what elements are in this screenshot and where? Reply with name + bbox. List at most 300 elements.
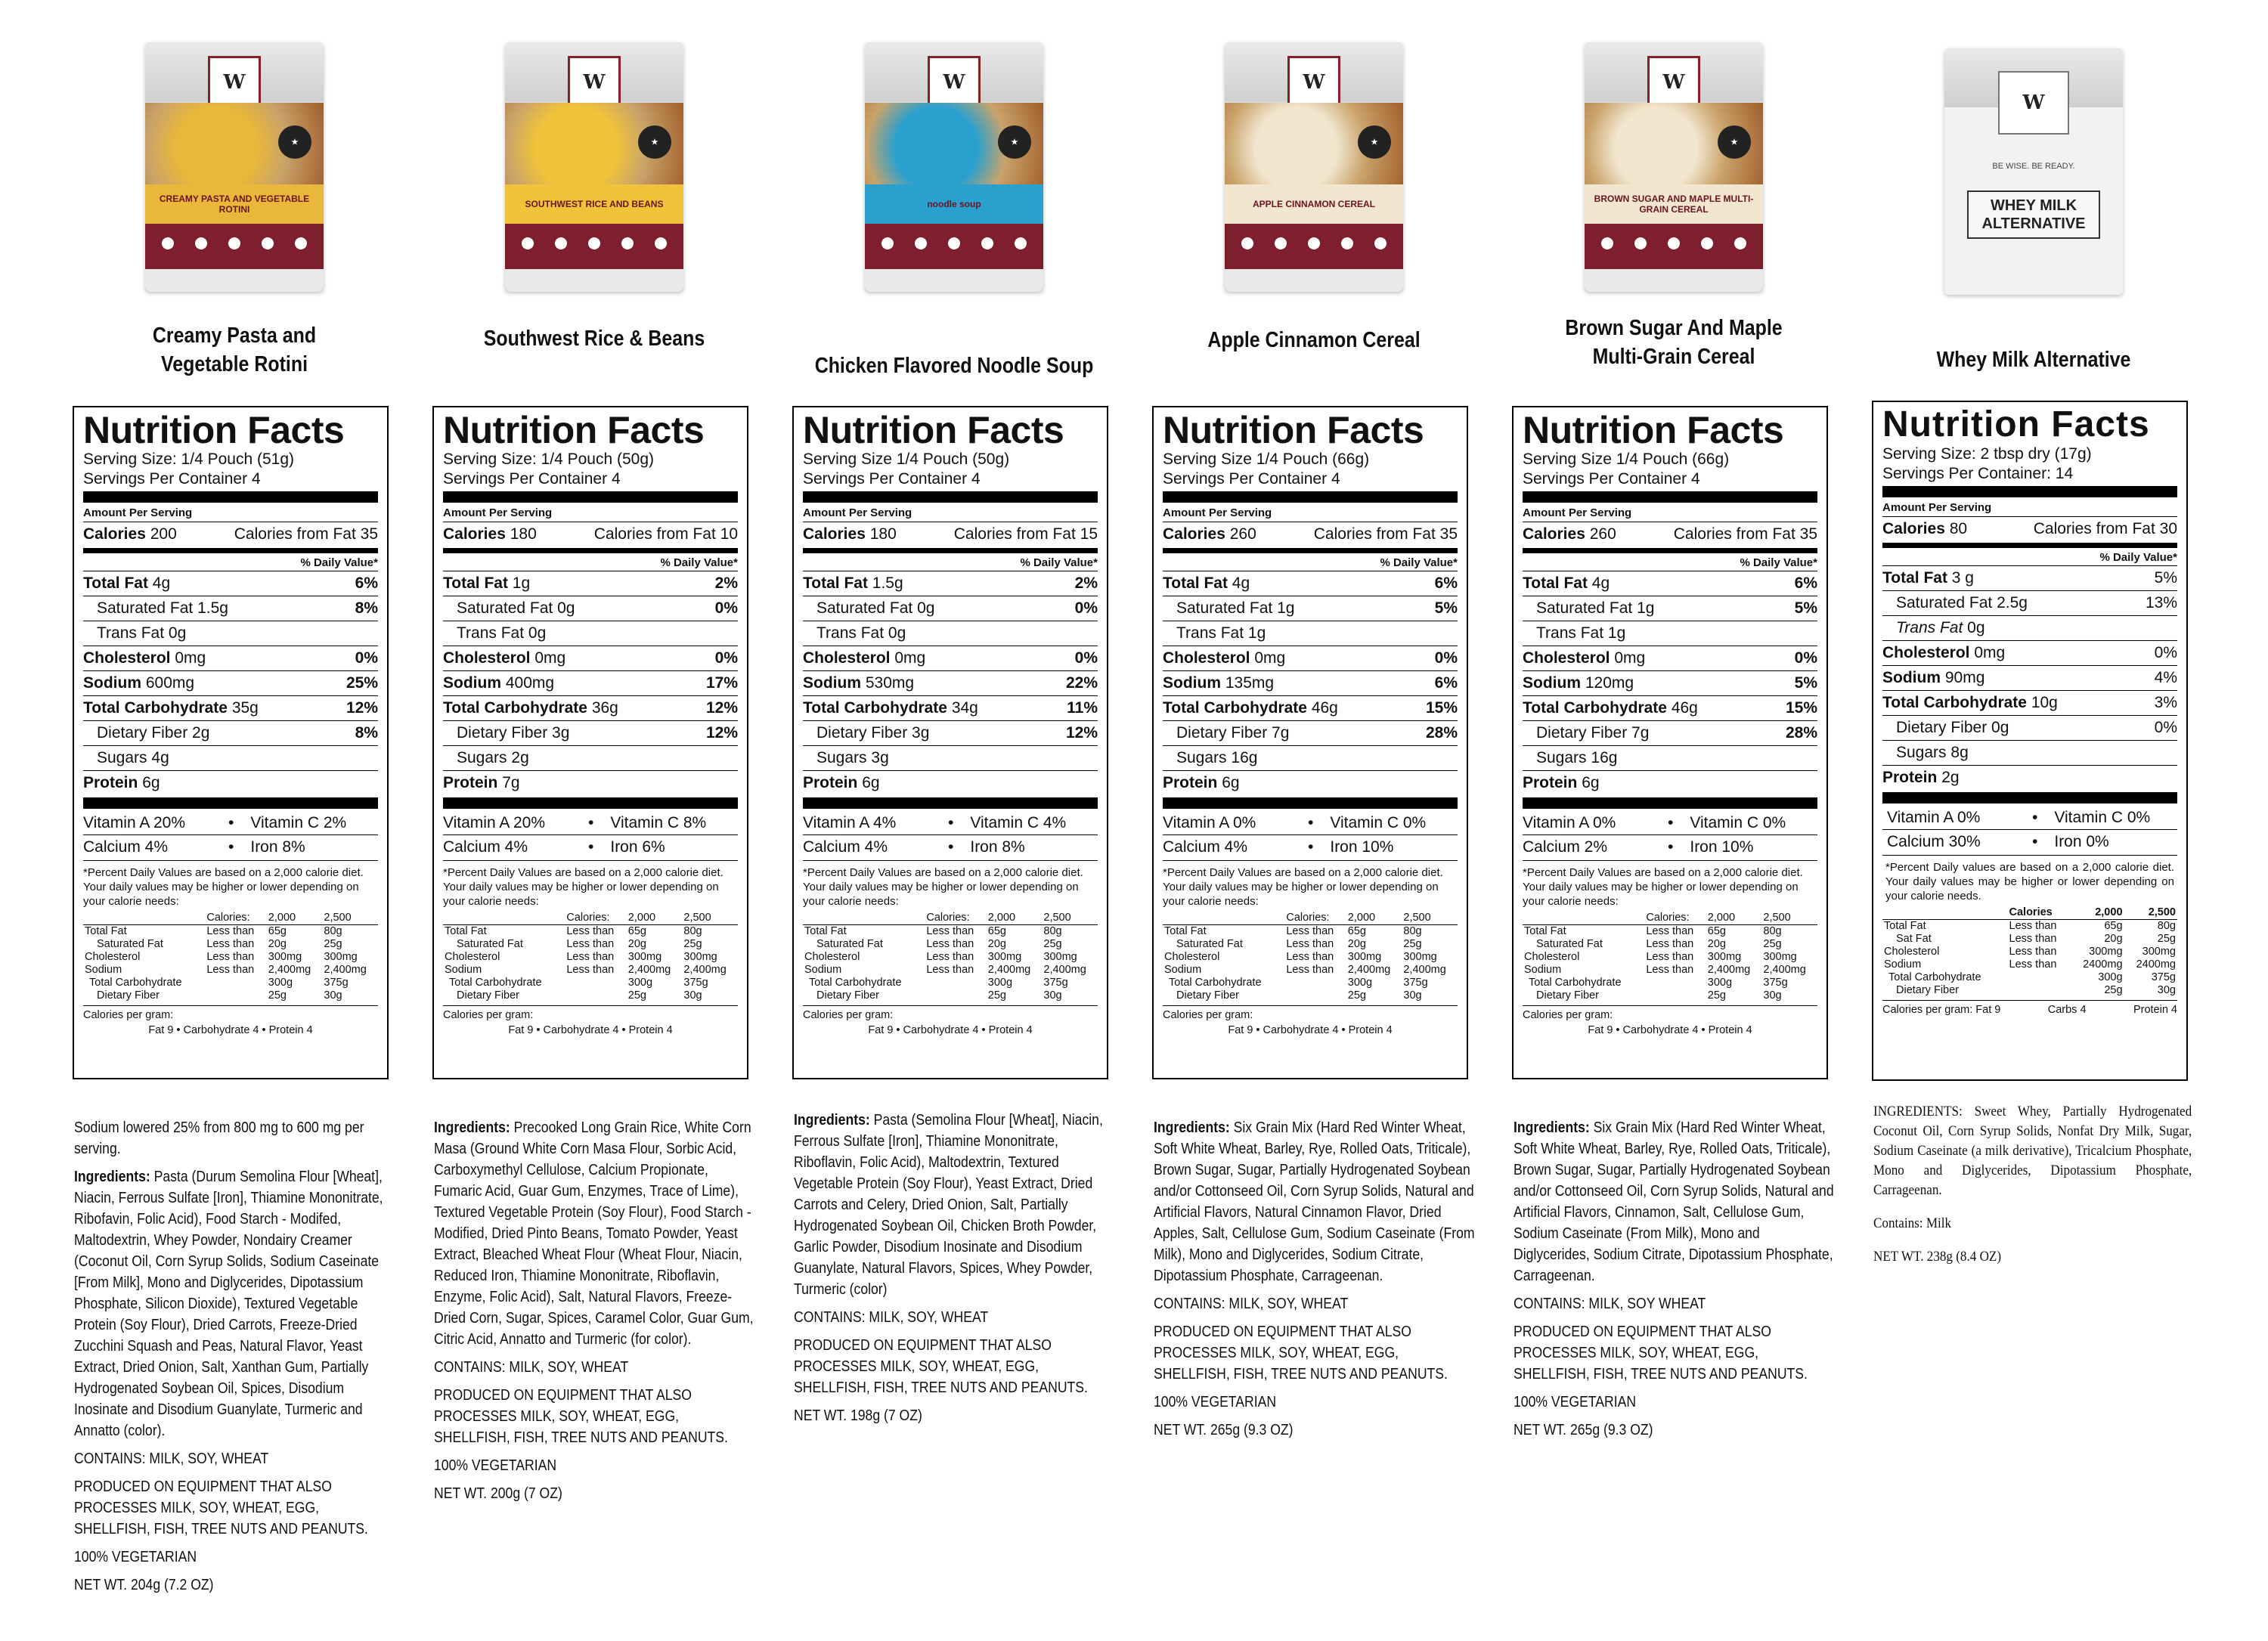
amount-per-serving: Amount Per Serving — [1523, 506, 1632, 519]
nutrient-row — [1882, 690, 2177, 715]
serving-size: Serving Size: 1/4 Pouch (50g) — [443, 451, 654, 468]
calories-per-gram-label: Calories per gram: — [83, 1005, 378, 1023]
product-name: Creamy Pasta and — [152, 324, 317, 348]
calories-from-fat: Calories from Fat 35 — [1673, 525, 1817, 543]
ingredients-paragraph — [1514, 1117, 1837, 1286]
daily-value-header: % Daily Value* — [300, 556, 378, 569]
nutrient-row — [443, 646, 738, 670]
nutrient-label: Total Carbohydrate — [803, 699, 947, 717]
nutrient-daily-value: 12% — [1065, 724, 1098, 742]
nutrient-row — [1882, 665, 2177, 690]
vitamin-value: Iron 10% — [1330, 838, 1394, 856]
nutrient-label: Trans Fat — [1896, 619, 1963, 636]
ingredients-paragraph — [1873, 1102, 2192, 1200]
nutrient-label: Total Carbohydrate — [83, 699, 228, 717]
vitamin-row: Calcium 4% • Iron 8% — [83, 834, 378, 859]
ingredients-block — [1154, 1117, 1477, 1447]
vitamin-value: Vitamin A 0% — [1887, 809, 1981, 826]
vitamin-value: Iron 8% — [250, 838, 305, 856]
calories-from-fat: Calories from Fat 15 — [953, 525, 1098, 543]
nutrient-row — [803, 670, 1098, 695]
nutrient-amount: 0mg — [1254, 649, 1286, 667]
nutrient-row — [1163, 621, 1458, 646]
nutrient-row — [1882, 765, 2177, 790]
vitamin-value: Vitamin C 4% — [970, 814, 1067, 831]
amount-per-serving: Amount Per Serving — [443, 506, 553, 519]
nutrient-label: Saturated Fat — [1896, 594, 1993, 612]
nutrient-label: Total Carbohydrate — [443, 699, 587, 717]
nutrition-facts-title: Nutrition Facts — [1163, 409, 1424, 451]
ingredients-paragraph — [74, 1476, 398, 1540]
ingredients-paragraph — [74, 1448, 398, 1469]
product-name: Southwest Rice & Beans — [483, 327, 705, 351]
package-icon-row — [1601, 237, 1746, 249]
package-title: noodle soup — [865, 184, 1043, 224]
nutrient-amount: 1g — [1277, 599, 1295, 617]
ingredients-label: Ingredients: — [74, 1169, 150, 1185]
product-package-image — [1944, 48, 2123, 295]
taste-seal-icon: ★ — [1718, 125, 1751, 159]
wise-company-logo: W — [208, 56, 261, 109]
ingredients-block — [794, 1110, 1117, 1433]
serving-size: Serving Size: 1/4 Pouch (51g) — [83, 451, 294, 468]
vitamin-row: Calcium 4% • Iron 10% — [1163, 834, 1458, 859]
nutrient-label: Sugars — [1536, 749, 1587, 766]
nutrient-label: Sodium — [443, 674, 501, 692]
nutrient-label: Dietary Fiber — [1536, 724, 1628, 742]
nutrient-amount: 0g — [1991, 719, 2009, 736]
product-name: Apple Cinnamon Cereal — [1207, 328, 1421, 352]
nutrient-label: Dietary Fiber — [457, 724, 548, 742]
nutrient-label: Cholesterol — [1523, 649, 1610, 667]
vitamin-row: Calcium 4% • Iron 8% — [803, 834, 1098, 859]
nutrient-daily-value: 5% — [2154, 569, 2177, 587]
servings-per-container: Servings Per Container 4 — [1163, 470, 1340, 488]
daily-value-header: % Daily Value* — [1380, 556, 1458, 569]
nutrient-row — [1523, 670, 1817, 695]
vitamin-row: Vitamin A 0% • Vitamin C 0% — [1163, 811, 1458, 834]
nutrient-row — [1163, 670, 1458, 695]
vitamin-row: Calcium 30% • Iron 0% — [1882, 829, 2177, 853]
servings-per-container: Servings Per Container: 14 — [1882, 465, 2074, 482]
calories-value: 180 — [510, 525, 537, 543]
nutrient-amount: 6g — [1582, 774, 1600, 791]
nutrient-row — [1163, 596, 1458, 621]
nutrient-label: Total Fat — [1882, 569, 1947, 587]
nutrient-daily-value: 5% — [1434, 599, 1458, 617]
nutrient-label: Sugars — [97, 749, 147, 766]
nutrient-label: Protein — [1882, 769, 1938, 786]
nutrient-label: Saturated Fat — [1536, 599, 1633, 617]
calories-label: Calories — [443, 525, 506, 543]
calories-per-gram-values: Fat 9 • Carbohydrate 4 • Protein 4 — [868, 1024, 1033, 1036]
ingredients-text: PRODUCED ON EQUIPMENT THAT ALSO PROCESSES MILK, SOY, WHEAT, EGG, SHELLFISH, FISH, TREE NUTS AND PEANUTS. — [794, 1337, 1088, 1396]
nutrient-amount: 0mg — [1974, 644, 2006, 661]
nutrient-label: Cholesterol — [803, 649, 891, 667]
calories-per-gram-values: Fat 9 • Carbohydrate 4 • Protein 4 — [1588, 1024, 1752, 1036]
nutrient-amount: 4g — [1232, 574, 1250, 592]
taste-seal-icon: ★ — [998, 125, 1031, 159]
nutrient-row — [443, 695, 738, 720]
nutrient-row — [83, 770, 378, 795]
nutrient-label: Trans Fat — [97, 624, 165, 642]
nutrient-label: Sugars — [816, 749, 867, 766]
package-icon-row — [522, 237, 667, 249]
nutrient-row — [1163, 646, 1458, 670]
nutrient-daily-value: 25% — [345, 674, 378, 692]
nutrition-facts-panel — [1152, 406, 1468, 1079]
nutrient-daily-value: 0% — [1074, 649, 1098, 667]
calories-value: 80 — [1949, 520, 1968, 537]
nutrient-amount: 530mg — [865, 674, 915, 692]
calories-label: Calories — [1163, 525, 1225, 543]
nutrient-label: Protein — [803, 774, 858, 791]
nutrient-amount: 600mg — [145, 674, 195, 692]
product-package-image — [505, 42, 683, 292]
vitamin-value: Calcium 4% — [1163, 838, 1248, 856]
amount-per-serving: Amount Per Serving — [1163, 506, 1272, 519]
nutrient-amount: 16g — [1231, 749, 1258, 766]
calories-value: 260 — [1229, 525, 1256, 543]
calories-row — [803, 522, 1098, 546]
ingredients-text: Pasta (Durum Semolina Flour [Wheat], Niacin, Ferrous Sulfate [Iron], Thiamine Mononitrate, Ribofavin, Folic Acid), Food Starch - Modifed, Maltodextrin, Whey Powder, Nondairy Creamer (Coconut Oil, Corn Syrup Solids, Sodium Caseinate [From Milk], Mono and Diglycerides, Dipotassium Phosphate, Silicon Dioxide), Textured Vegetable Protein (Soy Flour), Dried Carrots, Freeze-Dried Zucchini Squash and Peas, Natural Flavor, Yeast Extract, Dried Onion, Salt, Xanthan Gum, Partially Hydrogenated Soybean Oil, Spices, Disodium Inosinate and Disodium Guanylate, Turmeric and Annatto (color). — [74, 1169, 383, 1439]
nutrient-amount: 400mg — [505, 674, 555, 692]
vitamin-value: Calcium 4% — [83, 838, 169, 856]
ingredients-label: Ingredients: — [434, 1119, 510, 1136]
package-title: WHEY MILK ALTERNATIVE — [1967, 190, 2100, 239]
vitamin-row: Vitamin A 0% • Vitamin C 0% — [1523, 811, 1817, 834]
nutrient-label: Cholesterol — [83, 649, 171, 667]
package-icon-row — [881, 237, 1027, 249]
nutrient-daily-value: 12% — [705, 724, 738, 742]
nutrient-label: Saturated Fat — [816, 599, 913, 617]
nutrient-row — [803, 596, 1098, 621]
nutrient-amount: 0g — [557, 599, 575, 617]
nutrient-daily-value: 15% — [1425, 699, 1458, 717]
ingredients-text: Pasta (Semolina Flour [Wheat], Niacin, Ferrous Sulfate [Iron], Thiamine Mononitrate, Riboflavin, Folic Acid), Maltodextrin, Textured Vegetable Protein (Soy Flour), Yeast Extract, Dried Carrots and Celery, Dried Onion, Salt, Partially Hydrogenated Soybean Oil, Chicken Broth Powder, Garlic Powder, Disodium Inosinate and Disodium Guanylate, Natural Flavors, Spices, Whey Powder, Turmeric (color) — [794, 1112, 1103, 1298]
nutrition-facts-title: Nutrition Facts — [443, 409, 705, 451]
calories-from-fat: Calories from Fat 35 — [1313, 525, 1458, 543]
ingredients-text: 100% VEGETARIAN — [1154, 1394, 1277, 1410]
nutrient-amount: 2.5g — [1997, 594, 2028, 612]
calories-per-gram-label: Calories per gram: — [803, 1005, 1098, 1023]
calories-per-gram-label: Calories per gram: — [1163, 1005, 1458, 1023]
nutrient-row — [1523, 770, 1817, 795]
nutrient-amount: 46g — [1671, 699, 1698, 717]
vitamin-value: Vitamin A 20% — [443, 814, 546, 831]
ingredients-text: Six Grain Mix (Hard Red Winter Wheat, Soft White Wheat, Barley, Rye, Rolled Oats, Triticale), Brown Sugar, Sugar, Partially Hydrogenated Soybean and/or Cottonseed Oil, Corn Syrup Solids, Natural and Artificial Flavors, Natural Cinnamon Flavor, Dried Apples, Salt, Cellulose Gum, Sodium Caseinate (From Milk), Mono and Diglycerides, Sodium Citrate, Dipotassium Phosphate, Carrageenan. — [1154, 1119, 1475, 1284]
serving-size: Serving Size 1/4 Pouch (66g) — [1523, 451, 1730, 468]
calories-label: Calories — [83, 525, 146, 543]
nutrient-label: Trans Fat — [457, 624, 525, 642]
ingredients-paragraph — [1873, 1214, 2192, 1234]
nutrient-label: Cholesterol — [1163, 649, 1250, 667]
nutrient-amount: 90mg — [1944, 669, 1985, 686]
nutrient-daily-value: 0% — [714, 649, 738, 667]
ingredients-paragraph — [1154, 1117, 1477, 1286]
nutrient-label: Total Carbohydrate — [1882, 694, 2027, 711]
ingredients-paragraph — [74, 1117, 398, 1160]
nutrient-row — [83, 745, 378, 770]
calories-from-fat: Calories from Fat 30 — [2033, 520, 2177, 537]
calories-value: 180 — [869, 525, 897, 543]
nutrient-label: Protein — [443, 774, 498, 791]
package-title: CREAMY PASTA AND VEGETABLE ROTINI — [145, 184, 324, 224]
nutrient-amount: 16g — [1591, 749, 1618, 766]
product-package-image — [1225, 42, 1403, 292]
nutrient-row — [443, 571, 738, 596]
nutrient-row — [1882, 740, 2177, 765]
nutrient-daily-value: 3% — [2154, 694, 2177, 711]
nutrition-facts-panel — [1512, 406, 1828, 1079]
servings-per-container: Servings Per Container 4 — [83, 470, 261, 488]
nutrient-row — [1163, 745, 1458, 770]
nutrient-amount: 2g — [192, 724, 210, 742]
vitamin-value: Vitamin A 0% — [1523, 814, 1616, 831]
amount-per-serving: Amount Per Serving — [803, 506, 912, 519]
serving-size: Serving Size 1/4 Pouch (66g) — [1163, 451, 1370, 468]
calories-per-gram-values: Fat 9 • Carbohydrate 4 • Protein 4 — [1228, 1024, 1393, 1036]
nutrition-facts-title: Nutrition Facts — [83, 409, 345, 451]
ingredients-paragraph — [794, 1110, 1117, 1300]
taste-seal-icon: ★ — [638, 125, 671, 159]
nutrient-row — [443, 670, 738, 695]
nutrient-row — [83, 621, 378, 646]
nutrient-row — [83, 646, 378, 670]
nutrient-amount: 3g — [552, 724, 570, 742]
nutrient-daily-value: 15% — [1785, 699, 1817, 717]
ingredients-paragraph — [74, 1547, 398, 1568]
product-package-image — [1585, 42, 1763, 292]
nutrient-label: Total Carbohydrate — [1523, 699, 1667, 717]
nutrient-row — [1882, 640, 2177, 665]
vitamin-value: Vitamin C 0% — [1330, 814, 1427, 831]
nutrient-row — [1523, 646, 1817, 670]
product-name: Brown Sugar And Maple — [1565, 316, 1783, 340]
vitamin-value: Iron 10% — [1690, 838, 1754, 856]
nutrient-daily-value: 5% — [1794, 599, 1817, 617]
vitamin-value: Iron 6% — [610, 838, 665, 856]
nutrient-row — [443, 621, 738, 646]
vitamin-value: Vitamin A 20% — [83, 814, 186, 831]
ingredients-text: PRODUCED ON EQUIPMENT THAT ALSO PROCESSES MILK, SOY, WHEAT, EGG, SHELLFISH, FISH, TREE NUTS AND PEANUTS. — [434, 1387, 728, 1446]
vitamin-value: Iron 0% — [2054, 833, 2109, 850]
package-icon-row — [162, 237, 307, 249]
calories-row — [1163, 522, 1458, 546]
nutrient-daily-value: 0% — [2154, 644, 2177, 661]
ingredients-paragraph — [1514, 1293, 1837, 1314]
nutrient-amount: 120mg — [1585, 674, 1634, 692]
calories-label: Calories — [1523, 525, 1585, 543]
ingredients-paragraph — [1514, 1321, 1837, 1385]
nutrient-daily-value: 0% — [355, 649, 378, 667]
nutrient-amount: 0mg — [175, 649, 206, 667]
daily-value-table: Calories 2,000 2,500 Total Fat Less than 65g 80g Sat Fat Less than 20g 25g Cholesterol Less than 300mg 300mg Sodium Less than 2400mg 2400mg Total Carbohydrate 300g 375g Dietary Fiber 25g 30g — [1884, 906, 2176, 996]
nutrient-daily-value: 0% — [1434, 649, 1458, 667]
nutrient-row — [1163, 770, 1458, 795]
calories-label: Calories — [1882, 520, 1945, 537]
wise-company-logo: W — [928, 56, 981, 109]
nutrient-row — [1163, 571, 1458, 596]
calories-value: 260 — [1589, 525, 1616, 543]
nutrient-row — [803, 720, 1098, 745]
nutrient-daily-value: 5% — [1794, 674, 1817, 692]
daily-value-footnote: *Percent Daily values are based on a 2,000 calorie diet. Your daily values may be higher or lower depending on your calorie needs. — [1882, 855, 2177, 903]
calories-value: 200 — [150, 525, 177, 543]
ingredients-text: Six Grain Mix (Hard Red Winter Wheat, Soft White Wheat, Barley, Rye, Rolled Oats, Triticale), Brown Sugar, Sugar, Partially Hydrogenated Soybean and/or Cottonseed Oil, Corn Syrup Solids, Natural and Artificial Flavors, Cinnamon, Salt, Cellulose Gum, Sodium Caseinate (From Milk), Mono and Diglycerides, Sodium Citrate, Dipotassium Phosphate, Carrageenan. — [1514, 1119, 1834, 1284]
package-icon-row — [1241, 237, 1387, 249]
nutrient-row — [1163, 695, 1458, 720]
taste-seal-icon: ★ — [278, 125, 311, 159]
daily-value-table: Calories: 2,000 2,500 Total Fat Less than 65g 80g Saturated Fat Less than 20g 25g Cholesterol Less than 300mg 300mg Sodium Less than 2,400mg 2,400mg Total Carbohydrate 300g 375g Dietary Fiber 25g 30g — [443, 912, 738, 1002]
nutrient-label: Total Fat — [443, 574, 508, 592]
wise-company-logo: W — [568, 56, 621, 109]
nutrient-daily-value: 12% — [705, 699, 738, 717]
nutrient-daily-value: 6% — [355, 574, 378, 592]
calories-row — [83, 522, 378, 546]
nutrient-label: Protein — [1523, 774, 1578, 791]
nutrient-label: Protein — [83, 774, 138, 791]
nutrient-row — [1882, 565, 2177, 590]
nutrient-label: Dietary Fiber — [1176, 724, 1268, 742]
nutrient-amount: 8g — [1950, 744, 1969, 761]
daily-value-header: % Daily Value* — [1020, 556, 1098, 569]
calories-per-gram-values: Fat 9 • Carbohydrate 4 • Protein 4 — [148, 1024, 313, 1036]
ingredients-text: NET WT. 200g (7 OZ) — [434, 1485, 562, 1502]
daily-value-footnote: *Percent Daily Values are based on a 2,000 calorie diet. Your daily values may be higher or lower depending on your calorie needs: — [83, 860, 378, 909]
vitamin-value: Vitamin A 4% — [803, 814, 897, 831]
nutrient-label: Sugars — [1176, 749, 1227, 766]
product-name: Whey Milk Alternative — [1936, 348, 2131, 372]
nutrient-amount: 7g — [1631, 724, 1650, 742]
nutrient-row — [803, 745, 1098, 770]
nutrient-label: Total Fat — [83, 574, 148, 592]
ingredients-paragraph — [1154, 1420, 1477, 1441]
nutrient-amount: 0mg — [1614, 649, 1646, 667]
nutrient-label: Cholesterol — [1882, 644, 1970, 661]
nutrition-facts-panel — [792, 406, 1108, 1079]
daily-value-table: Calories: 2,000 2,500 Total Fat Less than 65g 80g Saturated Fat Less than 20g 25g Cholesterol Less than 300mg 300mg Sodium Less than 2,400mg 2,400mg Total Carbohydrate 300g 375g Dietary Fiber 25g 30g — [1523, 912, 1817, 1002]
amount-per-serving: Amount Per Serving — [83, 506, 193, 519]
nutrient-row — [1523, 596, 1817, 621]
nutrient-daily-value: 6% — [1434, 674, 1458, 692]
nutrient-daily-value: 11% — [1067, 699, 1098, 717]
nutrient-label: Trans Fat — [816, 624, 885, 642]
nutrient-amount: 0mg — [534, 649, 566, 667]
ingredients-text: PRODUCED ON EQUIPMENT THAT ALSO PROCESSES MILK, SOY, WHEAT, EGG, SHELLFISH, FISH, TREE NUTS AND PEANUTS. — [1154, 1324, 1448, 1382]
ingredients-paragraph — [434, 1357, 758, 1378]
daily-value-header: % Daily Value* — [2099, 551, 2177, 564]
nutrient-amount: 1.5g — [197, 599, 228, 617]
ingredients-paragraph — [74, 1574, 398, 1596]
nutrient-amount: 2g — [1941, 769, 1960, 786]
nutrient-daily-value: 0% — [1074, 599, 1098, 617]
nutrient-row — [1523, 621, 1817, 646]
package-title: APPLE CINNAMON CEREAL — [1225, 184, 1403, 224]
nutrient-amount: 36g — [591, 699, 618, 717]
vitamin-value: Vitamin C 0% — [1690, 814, 1786, 831]
nutrient-daily-value: 8% — [355, 599, 378, 617]
nutrient-row — [83, 596, 378, 621]
vitamin-row: Vitamin A 0% • Vitamin C 0% — [1882, 806, 2177, 829]
nutrient-amount: 3g — [871, 749, 889, 766]
nutrient-label: Sugars — [1896, 744, 1947, 761]
nutrient-amount: 6g — [862, 774, 880, 791]
calories-per-gram: Calories per gram: Fat 9 Carbs 4 Protein 4 — [1882, 1000, 2177, 1017]
nutrient-amount: 10g — [2031, 694, 2058, 711]
nutrient-amount: 1.5g — [872, 574, 903, 592]
nutrient-label: Sugars — [457, 749, 507, 766]
ingredients-paragraph — [794, 1307, 1117, 1328]
ingredients-paragraph — [1154, 1392, 1477, 1413]
ingredients-block — [1514, 1117, 1837, 1447]
calories-row — [1523, 522, 1817, 546]
ingredients-text: CONTAINS: MILK, SOY, WHEAT — [1154, 1296, 1349, 1312]
ingredients-paragraph — [434, 1483, 758, 1504]
nutrient-daily-value: 12% — [345, 699, 378, 717]
nutrient-daily-value: 17% — [705, 674, 738, 692]
nutrient-daily-value: 0% — [714, 599, 738, 617]
nutrition-facts-panel — [1872, 401, 2188, 1081]
product-package-image — [145, 42, 324, 292]
vitamin-value: Vitamin C 8% — [610, 814, 707, 831]
nutrient-daily-value: 22% — [1065, 674, 1098, 692]
ingredients-text: Sodium lowered 25% from 800 mg to 600 mg per serving. — [74, 1119, 364, 1157]
ingredients-text: CONTAINS: MILK, SOY, WHEAT — [794, 1309, 989, 1326]
nutrient-daily-value: 2% — [714, 574, 738, 592]
nutrient-label: Trans Fat — [1536, 624, 1604, 642]
vitamin-row: Calcium 2% • Iron 10% — [1523, 834, 1817, 859]
calories-row — [443, 522, 738, 546]
nutrient-amount: 0g — [888, 624, 906, 642]
ingredients-paragraph — [434, 1385, 758, 1448]
ingredients-text: 100% VEGETARIAN — [434, 1457, 557, 1474]
vitamin-row: Vitamin A 4% • Vitamin C 4% — [803, 811, 1098, 834]
nutrient-label: Dietary Fiber — [816, 724, 908, 742]
ingredients-text: 100% VEGETARIAN — [1514, 1394, 1637, 1410]
ingredients-text: CONTAINS: MILK, SOY, WHEAT — [434, 1359, 629, 1376]
nutrient-daily-value: 2% — [1074, 574, 1098, 592]
nutrient-label: Cholesterol — [443, 649, 531, 667]
daily-value-header: % Daily Value* — [1740, 556, 1817, 569]
nutrient-label: Total Fat — [1163, 574, 1228, 592]
nutrient-row — [443, 720, 738, 745]
nutrient-row — [1523, 695, 1817, 720]
nutrient-amount: 6g — [142, 774, 160, 791]
nutrient-label: Dietary Fiber — [97, 724, 188, 742]
nutrient-label: Total Fat — [1523, 574, 1588, 592]
ingredients-text: CONTAINS: MILK, SOY WHEAT — [1514, 1296, 1706, 1312]
nutrient-daily-value: 28% — [1785, 724, 1817, 742]
nutrient-row — [1882, 715, 2177, 740]
nutrient-row — [1163, 720, 1458, 745]
nutrient-row — [1523, 745, 1817, 770]
nutrient-row — [803, 646, 1098, 670]
nutrient-row — [803, 621, 1098, 646]
amount-per-serving: Amount Per Serving — [1882, 501, 1992, 514]
nutrient-amount: 1g — [1607, 624, 1626, 642]
ingredients-block — [1873, 1102, 2192, 1280]
nutrient-label: Trans Fat — [1176, 624, 1244, 642]
vitamin-value: Vitamin A 0% — [1163, 814, 1256, 831]
nutrient-amount: 0mg — [894, 649, 926, 667]
nutrient-row — [1523, 720, 1817, 745]
nutrient-row — [83, 720, 378, 745]
vitamin-value: Calcium 4% — [443, 838, 528, 856]
nutrient-daily-value: 4% — [2154, 669, 2177, 686]
ingredients-text: NET WT. 204g (7.2 OZ) — [74, 1577, 214, 1593]
nutrient-daily-value: 13% — [2145, 594, 2177, 612]
